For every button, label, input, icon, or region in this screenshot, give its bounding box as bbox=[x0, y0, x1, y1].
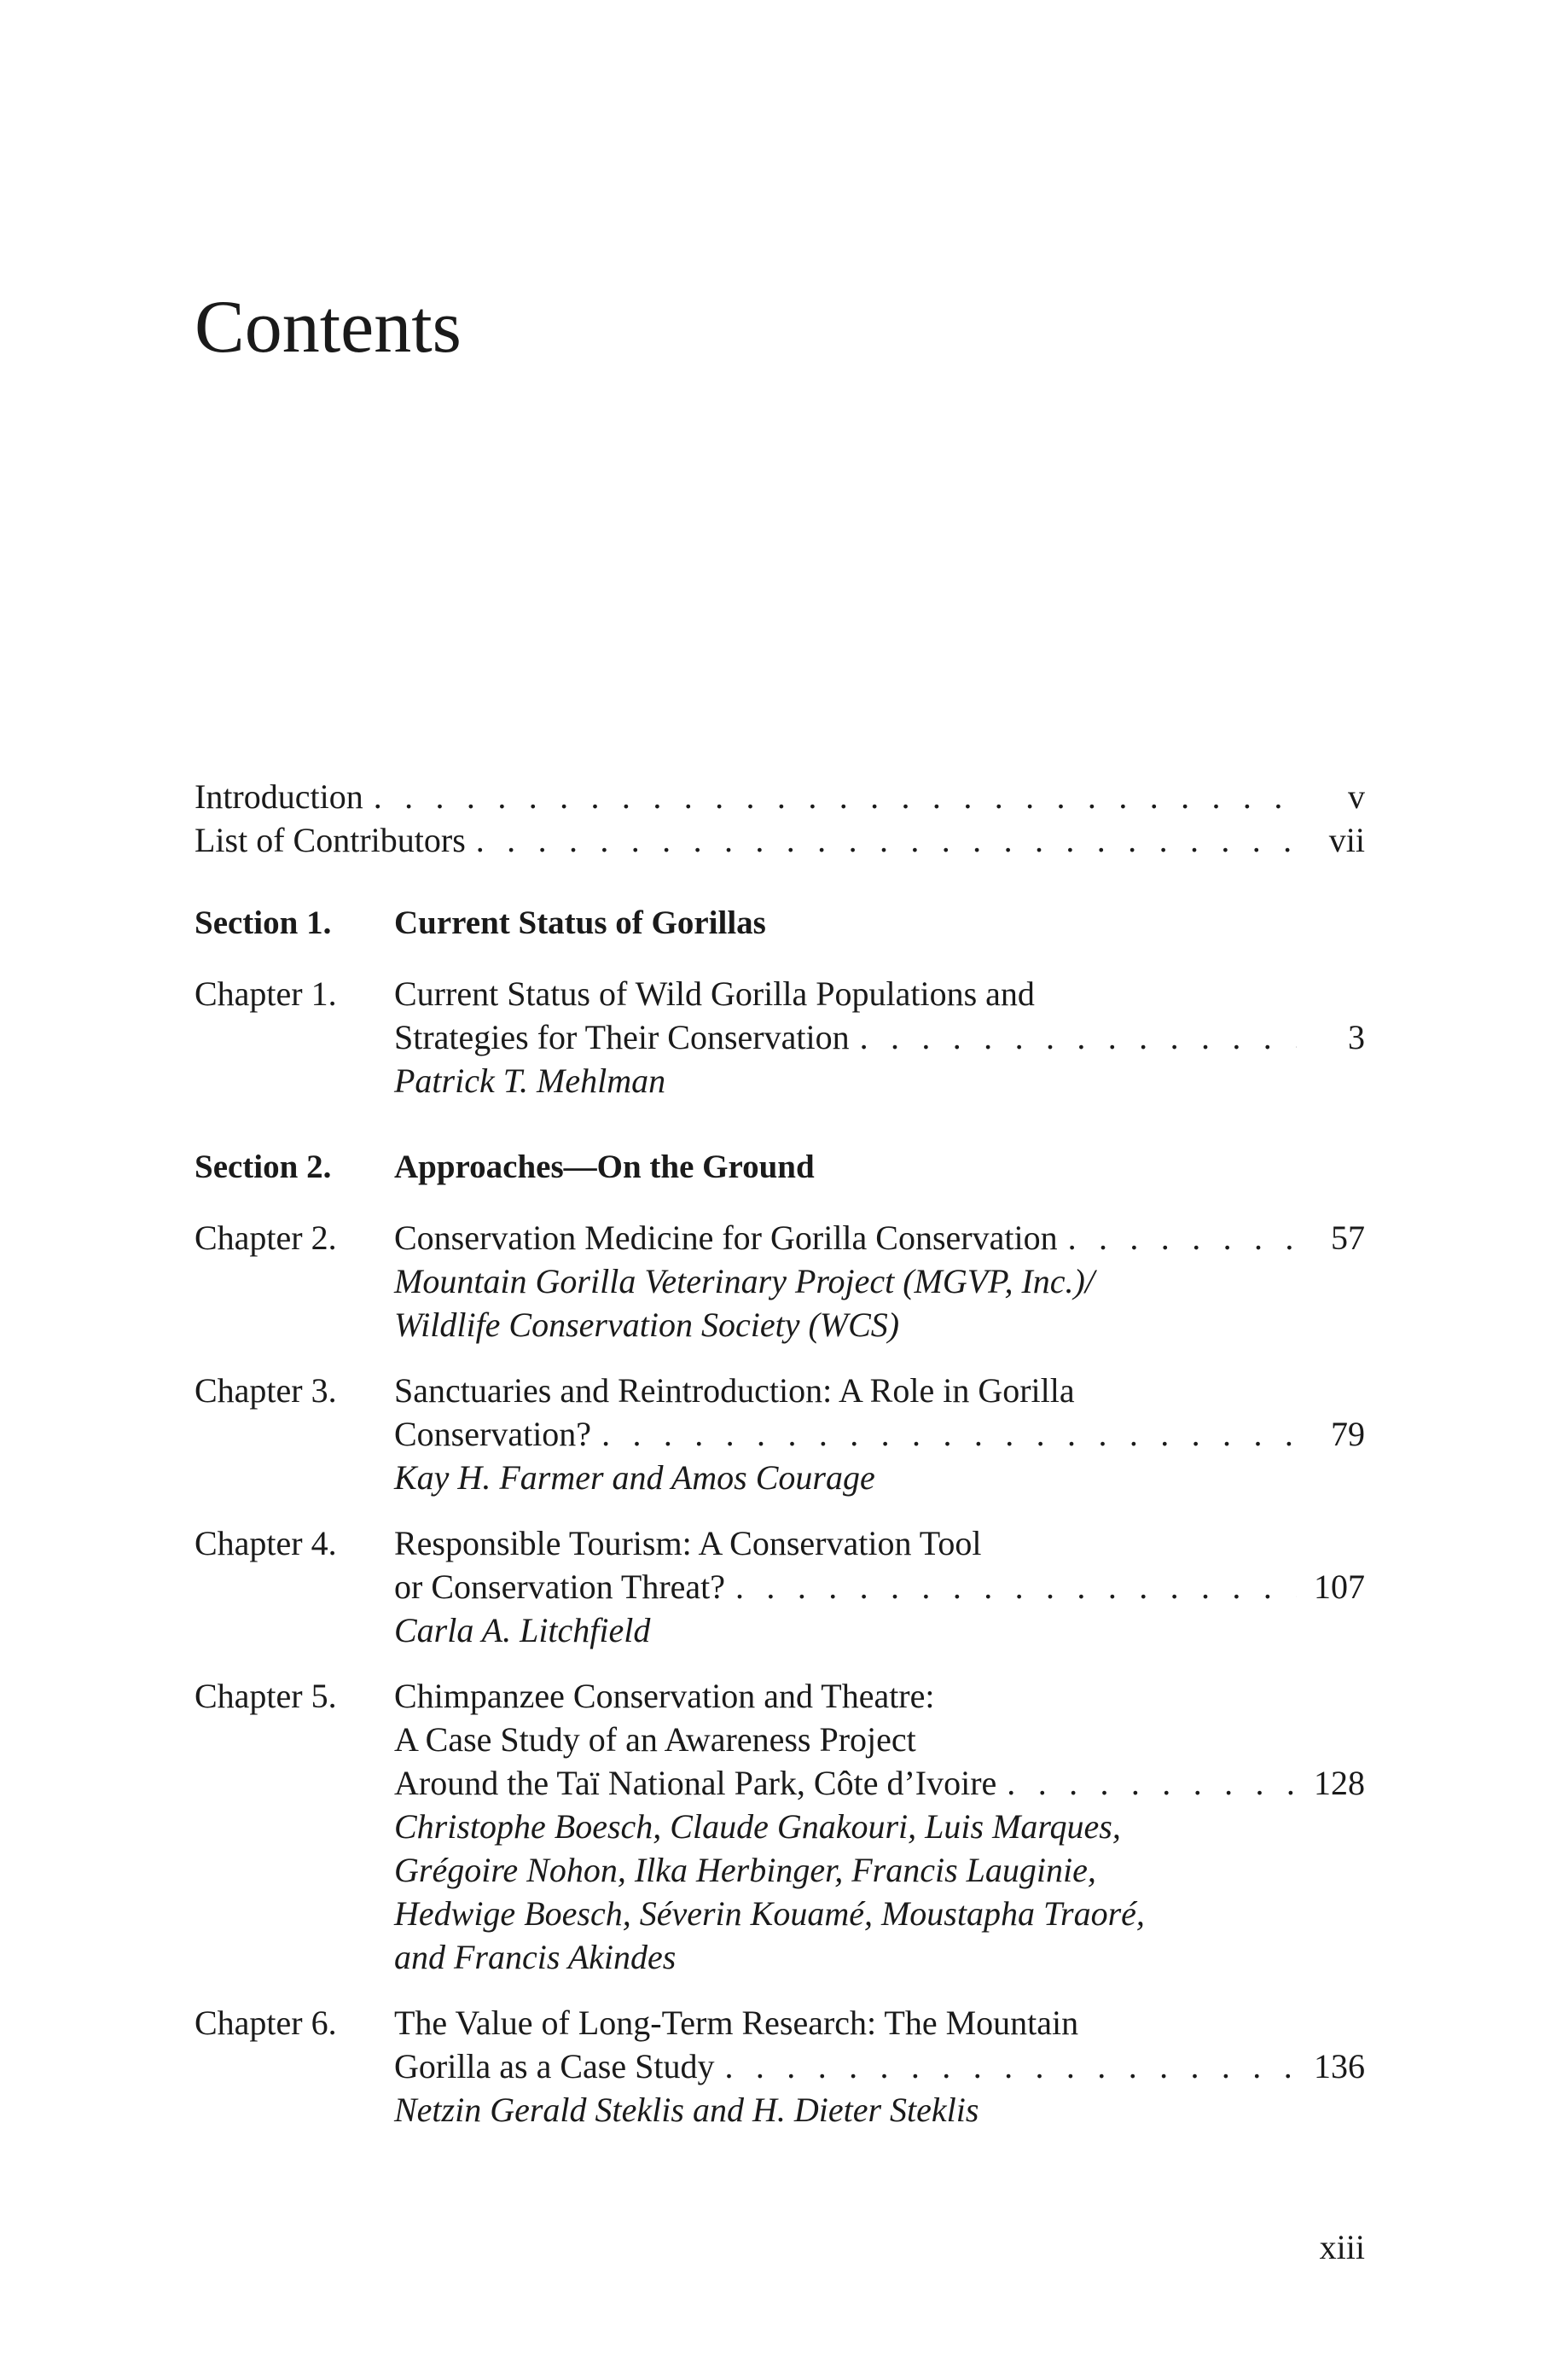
page-number: vii bbox=[1328, 821, 1365, 859]
chapter-title-line: Around the Taï National Park, Côte d’Ivoire bbox=[394, 1764, 997, 1802]
chapter-authors: Grégoire Nohon, Ilka Herbinger, Francis Lauginie, bbox=[394, 1851, 1096, 1889]
section-heading-2 bbox=[195, 1145, 1365, 1189]
chapter-authors: Mountain Gorilla Veterinary Project (MGVP, Inc.)/ bbox=[394, 1262, 1095, 1300]
chapter-title-line: or Conservation Threat? bbox=[394, 1567, 726, 1606]
page-number: 79 bbox=[1331, 1415, 1365, 1453]
toc-chapter-1[interactable] bbox=[195, 972, 1365, 1102]
entry-title: List of Contributors bbox=[195, 821, 466, 859]
dot-leader bbox=[735, 1565, 1297, 1608]
page-number: v bbox=[1348, 777, 1365, 816]
dot-leader bbox=[601, 1412, 1297, 1456]
chapter-authors: Kay H. Farmer and Amos Courage bbox=[394, 1458, 875, 1497]
page-folio: xiii bbox=[1319, 2228, 1365, 2266]
chapter-authors: and Francis Akindes bbox=[394, 1938, 677, 1976]
chapter-authors: Christophe Boesch, Claude Gnakouri, Luis Marques, bbox=[394, 1807, 1121, 1846]
section-title: Current Status of Gorillas bbox=[394, 904, 766, 941]
dot-leader bbox=[476, 818, 1297, 862]
section-label: Section 1. bbox=[195, 904, 332, 941]
section-heading-1 bbox=[195, 901, 1365, 945]
page-number: 3 bbox=[1348, 1018, 1365, 1056]
entry-title: Introduction bbox=[195, 777, 363, 816]
chapter-label: Chapter 2. bbox=[195, 1218, 337, 1257]
toc-chapter-3[interactable] bbox=[195, 1369, 1365, 1499]
page-number: 107 bbox=[1314, 1567, 1365, 1606]
toc-chapter-5[interactable] bbox=[195, 1674, 1365, 1979]
toc-chapter-6[interactable] bbox=[195, 2001, 1365, 2132]
chapter-label: Chapter 3. bbox=[195, 1371, 337, 1410]
toc-entry-introduction[interactable] bbox=[195, 775, 1365, 818]
chapter-authors: Patrick T. Mehlman bbox=[394, 1061, 666, 1100]
toc-chapter-2[interactable] bbox=[195, 1216, 1365, 1346]
chapter-label: Chapter 5. bbox=[195, 1677, 337, 1715]
toc-chapter-4[interactable] bbox=[195, 1521, 1365, 1652]
chapter-title-line: Strategies for Their Conservation bbox=[394, 1018, 850, 1056]
dot-leader bbox=[1007, 1761, 1297, 1805]
chapter-title-line: A Case Study of an Awareness Project bbox=[394, 1720, 916, 1759]
chapter-authors: Hedwige Boesch, Séverin Kouamé, Moustapha Traoré, bbox=[394, 1894, 1145, 1933]
dot-leader bbox=[1068, 1216, 1297, 1259]
chapter-authors: Netzin Gerald Steklis and H. Dieter Steklis bbox=[394, 2091, 979, 2129]
chapter-title-line: Sanctuaries and Reintroduction: A Role in Gorilla bbox=[394, 1371, 1075, 1410]
chapter-authors: Carla A. Litchfield bbox=[394, 1611, 651, 1649]
dot-leader bbox=[374, 775, 1297, 818]
page-number: 57 bbox=[1331, 1218, 1365, 1257]
page-title: Contents bbox=[195, 286, 462, 369]
chapter-title-line: Current Status of Wild Gorilla Populations and bbox=[394, 974, 1035, 1013]
chapter-label: Chapter 4. bbox=[195, 1524, 337, 1562]
chapter-title-line: Conservation Medicine for Gorilla Conservation bbox=[394, 1218, 1058, 1257]
section-label: Section 2. bbox=[195, 1149, 332, 1185]
dot-leader bbox=[725, 2044, 1298, 2088]
chapter-title-line: Chimpanzee Conservation and Theatre: bbox=[394, 1677, 935, 1715]
page-number: 136 bbox=[1314, 2047, 1365, 2085]
chapter-title-line: The Value of Long-Term Research: The Mountain bbox=[394, 2004, 1079, 2042]
front-matter bbox=[195, 775, 1365, 862]
dot-leader bbox=[860, 1015, 1297, 1059]
chapter-title-line: Responsible Tourism: A Conservation Tool bbox=[394, 1524, 982, 1562]
section-title: Approaches—On the Ground bbox=[394, 1149, 815, 1185]
table-of-contents bbox=[195, 775, 1365, 2154]
toc-entry-list-of-contributors[interactable] bbox=[195, 818, 1365, 862]
page-number: 128 bbox=[1314, 1764, 1365, 1802]
chapter-label: Chapter 6. bbox=[195, 2004, 337, 2042]
chapter-authors: Wildlife Conservation Society (WCS) bbox=[394, 1306, 900, 1344]
chapter-title-line: Conservation? bbox=[394, 1415, 592, 1453]
chapter-label: Chapter 1. bbox=[195, 974, 337, 1013]
chapter-title-line: Gorilla as a Case Study bbox=[394, 2047, 715, 2085]
